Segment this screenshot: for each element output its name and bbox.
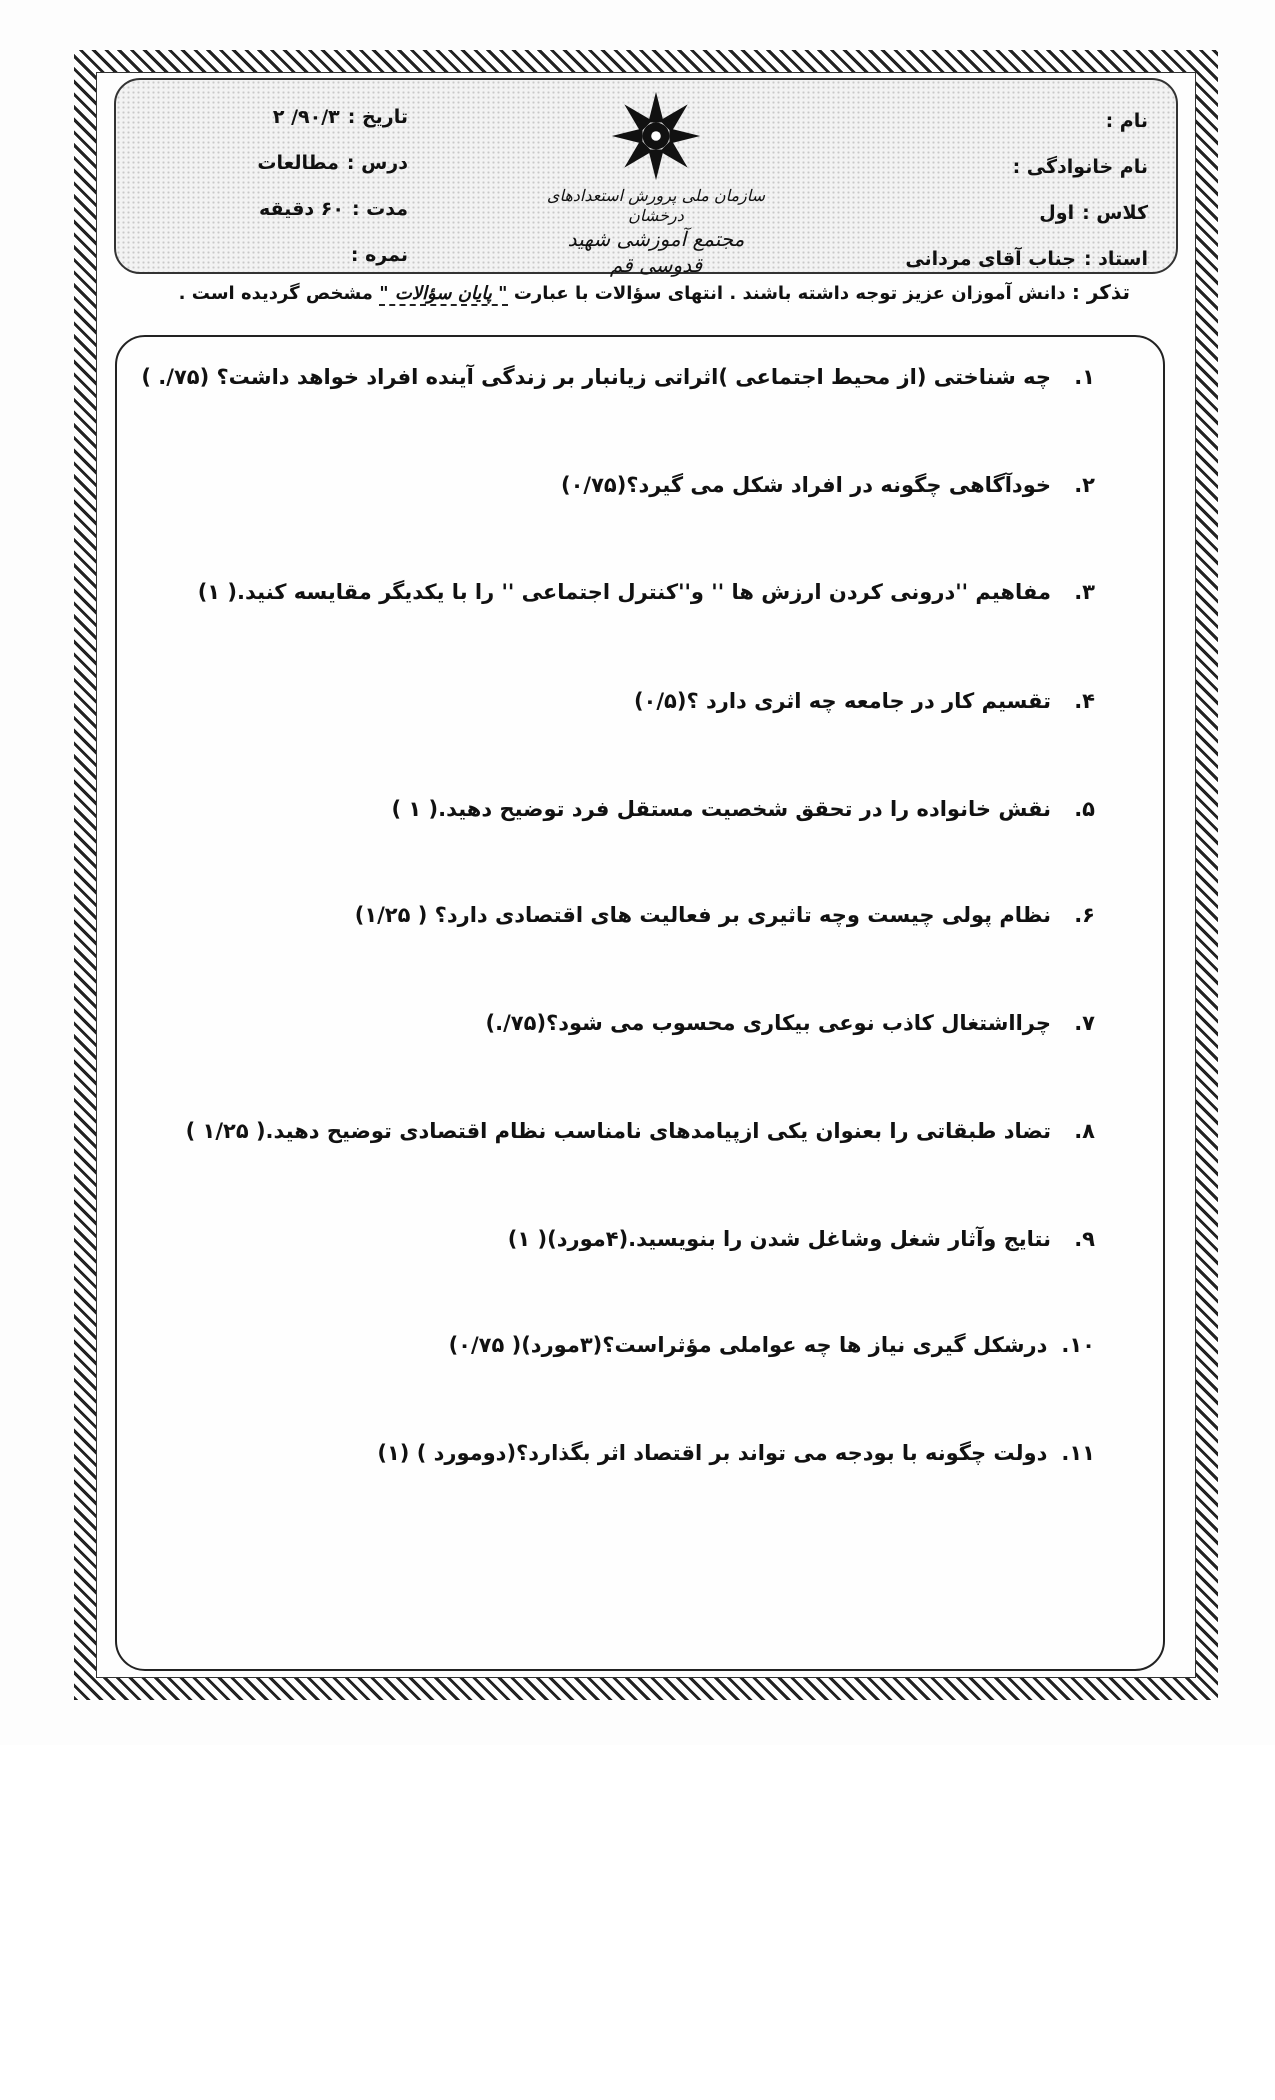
question-text: نظام پولی چیست وچه تاثیری بر فعالیت های اقتصادی دارد؟ ( ۱/۲۵): [354, 903, 1051, 927]
note-label: تذکر :: [1071, 280, 1130, 304]
student-info: [848, 98, 1148, 282]
question-number: ۲.: [1074, 473, 1095, 497]
duration-label: مدت :: [351, 198, 408, 220]
question-item: [486, 1011, 1095, 1035]
question-item: [561, 473, 1095, 497]
class-line: [848, 190, 1148, 236]
subject-label: درس :: [346, 152, 408, 174]
question-item: [186, 1119, 1095, 1143]
class-label: کلاس :: [1082, 202, 1148, 224]
name-line: [848, 98, 1148, 144]
question-number: ۵.: [1074, 797, 1095, 821]
question-item: [634, 689, 1095, 713]
question-number: ۱۰.: [1061, 1333, 1095, 1357]
date-line: [148, 94, 408, 140]
teacher-value: جناب آقای مردانی: [905, 248, 1076, 270]
question-item: [355, 903, 1095, 927]
duration-value: ۶۰ دقیقه: [258, 198, 344, 220]
question-text: تضاد طبقاتی را بعنوان یکی ازپیامدهای نامناسب نظام اقتصادی توضیح دهید.( ۱/۲۵ ): [185, 1119, 1051, 1143]
question-text: چه شناختی (از محیط اجتماعی )اثراتی زیانبار بر زندگی آینده افراد خواهد داشت؟ (۷۵/. ): [141, 365, 1051, 389]
question-text: نتایج وآثار شغل وشاغل شدن را بنویسید.(۴مورد)( ۱): [507, 1227, 1051, 1251]
family-name-line: [848, 144, 1148, 190]
note-text-after: مشخص گردیده است .: [178, 283, 373, 304]
teacher-label: استاد :: [1083, 248, 1148, 270]
exam-header: [114, 78, 1178, 277]
duration-line: [148, 186, 408, 232]
date-value: ۹۰/۳/ ۲: [272, 106, 340, 128]
family-name-label: نام خانوادگی :: [1012, 156, 1148, 178]
exam-note: [180, 280, 1130, 304]
score-label: نمره :: [350, 244, 408, 266]
question-number: ۱.: [1074, 365, 1095, 389]
name-label: نام :: [1105, 110, 1148, 132]
question-number: ۶.: [1074, 903, 1095, 927]
question-number: ۷.: [1074, 1011, 1095, 1035]
exam-info: [148, 94, 408, 278]
school-logo-block: [546, 88, 766, 277]
question-item: [449, 1333, 1095, 1357]
question-number: ۱۱.: [1061, 1441, 1095, 1465]
question-item: [377, 1441, 1095, 1465]
score-line: [148, 232, 408, 278]
date-label: تاریخ :: [347, 106, 408, 128]
class-value: اول: [1039, 202, 1075, 224]
note-text-before: دانش آموزان عزیز توجه داشته باشند . انتهای سؤالات با عبارت: [513, 283, 1066, 304]
question-number: ۳.: [1074, 580, 1095, 604]
school-emblem-icon: [608, 88, 704, 184]
subject-value: مطالعات: [257, 152, 339, 174]
question-number: ۴.: [1074, 689, 1095, 713]
question-text: چرااشتغال کاذب نوعی بیکاری محسوب می شود؟(۷۵/.): [485, 1011, 1051, 1035]
questions-box: [115, 335, 1165, 1671]
note-end-phrase: " پایان سؤالات ": [379, 283, 508, 304]
question-text: مفاهیم ''درونی کردن ارزش ها '' و''کنترل اجتماعی '' را با یکدیگر مقایسه کنید.( ۱): [197, 580, 1051, 604]
question-number: ۹.: [1074, 1227, 1095, 1251]
question-text: خودآگاهی چگونه در افراد شکل می گیرد؟(۰/۷۵): [560, 473, 1051, 497]
question-item: [391, 797, 1095, 821]
question-text: درشکل گیری نیاز ها چه عواملی مؤثراست؟(۳مورد)( ۰/۷۵): [448, 1333, 1048, 1357]
organization-name: سازمان ملی پرورش استعدادهای درخشان: [546, 186, 766, 225]
question-text: دولت چگونه با بودجه می تواند بر اقتصاد اثر بگذارد؟(دومورد ) (۱): [377, 1441, 1048, 1465]
subject-line: [148, 140, 408, 186]
school-name: مجتمع آموزشی شهید قدوسی قم: [567, 227, 745, 277]
question-item: [141, 365, 1095, 389]
question-item: [198, 580, 1095, 604]
question-number: ۸.: [1074, 1119, 1095, 1143]
question-item: [508, 1227, 1095, 1251]
teacher-line: [848, 236, 1148, 282]
question-text: نقش خانواده را در تحقق شخصیت مستقل فرد توضیح دهید.( ۱ ): [391, 797, 1051, 821]
question-text: تقسیم کار در جامعه چه اثری دارد ؟(۰/۵): [633, 689, 1051, 713]
